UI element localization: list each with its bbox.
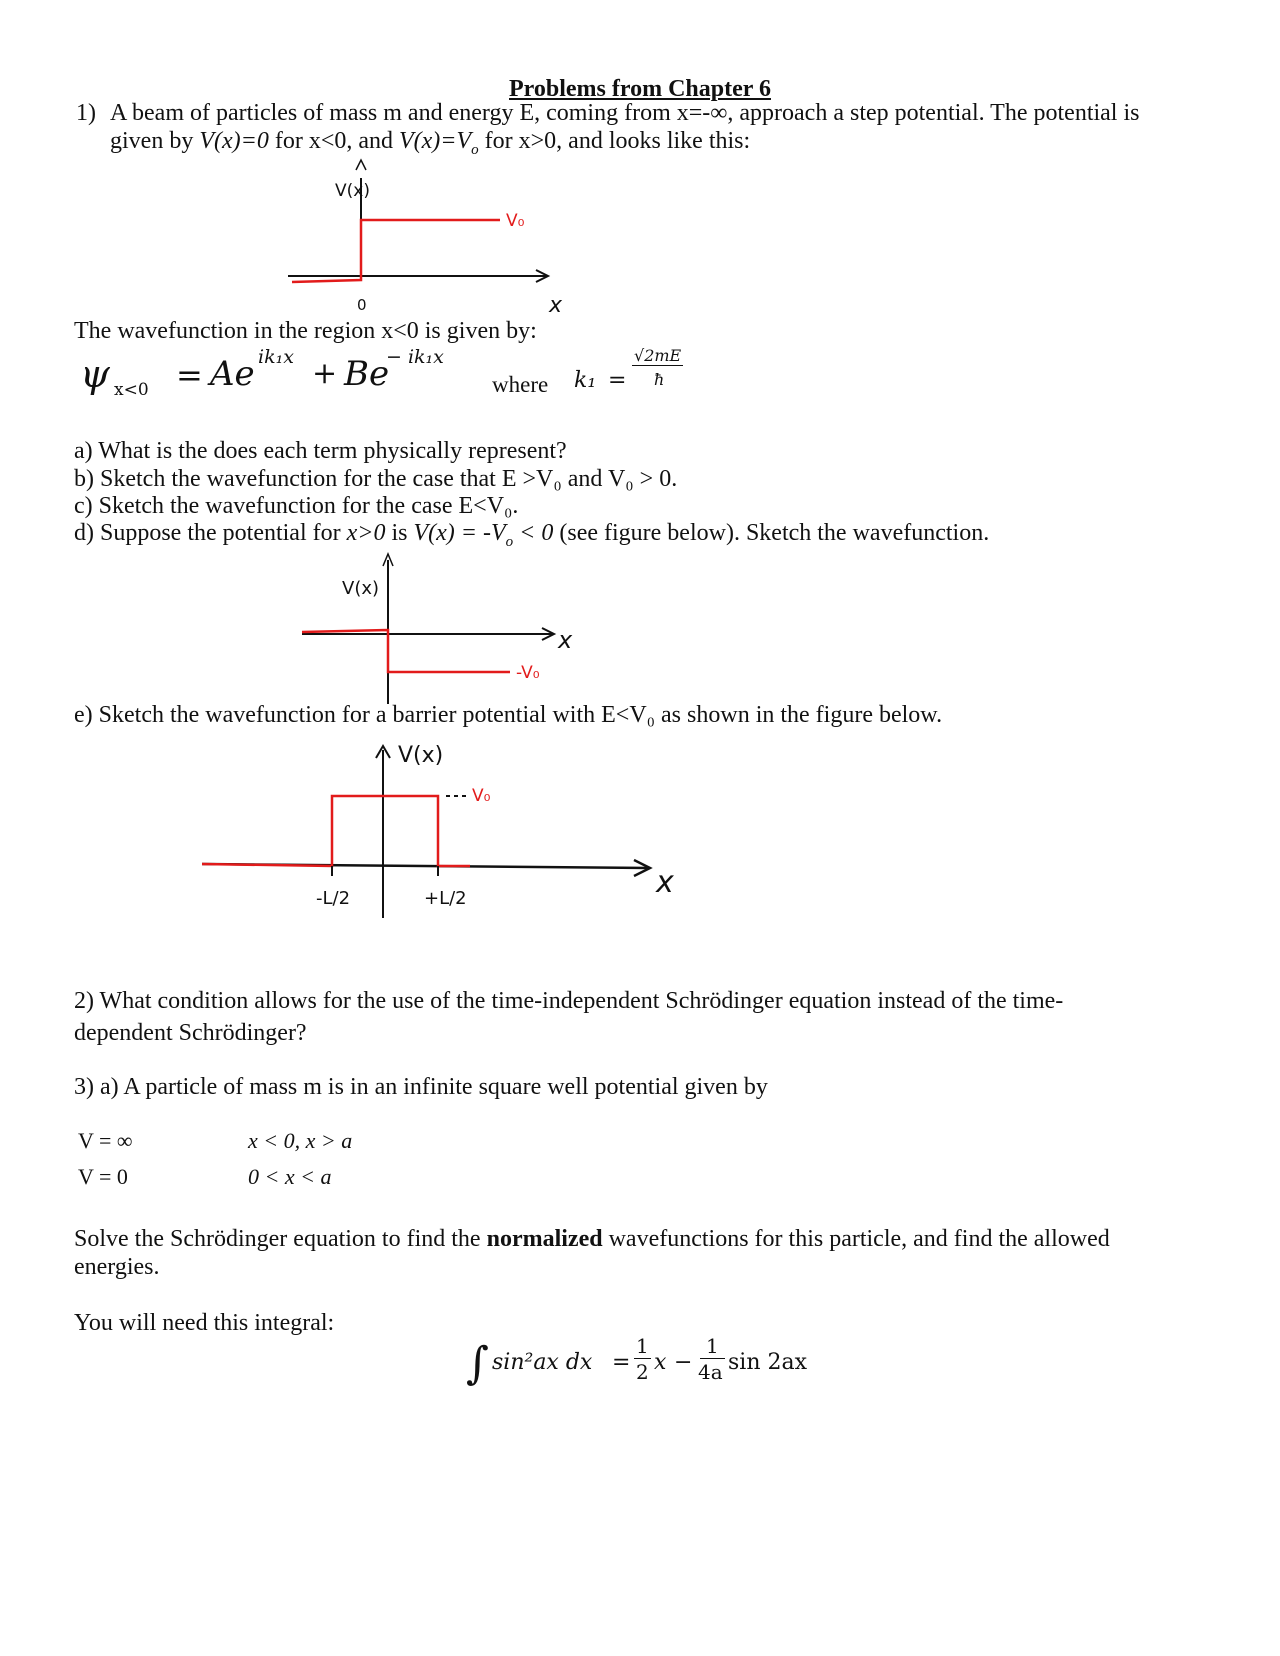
solve-instruction-line-2: energies.	[74, 1254, 160, 1280]
equals-sign: =	[176, 356, 203, 394]
half-numerator: 1	[636, 1334, 649, 1358]
integral-equals: =	[612, 1350, 631, 1375]
sine-tail: sin 2ax	[728, 1350, 808, 1375]
problem-1-line-1: A beam of particles of mass m and energy E, coming from x=-∞, approach a step potential. The potential is	[110, 100, 1140, 126]
problem-2-line-1: 2) What condition allows for the use of the time-independent Schrödinger equation instead of the time-	[74, 988, 1064, 1014]
problem-1-line-2: given by V(x)=0 for x<0, and $V(x)=V_o$ for x>0, and looks like this:	[110, 128, 751, 158]
k1-denominator: ħ	[654, 370, 665, 389]
fig3-right-label: +L/2	[424, 888, 467, 909]
potential-row-2-condition: 0 < x < a	[248, 1164, 332, 1189]
potential-row-1-condition: x < 0, x > a	[248, 1128, 353, 1153]
fig2-level-label: -V₀	[516, 663, 540, 683]
question-1c: c) Sketch the wavefunction for the case E<V₀.	[74, 493, 519, 519]
fig1-origin-label: 0	[357, 296, 367, 314]
problem-2-line-2: dependent Schrödinger?	[74, 1020, 307, 1046]
fig3-ylabel: V(x)	[398, 743, 444, 768]
page-title: Problems from Chapter 6	[509, 76, 771, 102]
problem-1-number: 1)	[76, 100, 96, 126]
a-exponent: ik₁x	[258, 346, 294, 368]
question-1a: a) What is the does each term physically represent?	[74, 438, 567, 464]
integral-sign: ∫	[466, 1338, 489, 1389]
fig1-level-label: V₀	[506, 211, 525, 231]
fig1-ylabel: V(x)	[335, 181, 370, 201]
psi-subscript: x<0	[114, 380, 149, 400]
k1-numerator: √2mE	[634, 346, 682, 365]
wavefunction-intro: The wavefunction in the region x<0 is given by:	[74, 318, 537, 344]
k1-equals: =	[608, 368, 627, 393]
fig3-left-label: -L/2	[316, 888, 351, 909]
x-term: x	[654, 1350, 667, 1375]
integrand: sin²ax dx	[492, 1350, 593, 1375]
k1-symbol: k₁	[574, 368, 597, 393]
b-exponent: − ik₁x	[386, 346, 444, 368]
quarter-denominator: 4a	[698, 1360, 723, 1384]
fig2-ylabel: V(x)	[342, 578, 380, 599]
minus-sign: −	[674, 1350, 693, 1375]
b-term: Be	[344, 354, 390, 394]
fig3-xlabel: x	[656, 865, 674, 900]
integral-intro: You will need this integral:	[74, 1310, 335, 1336]
psi-symbol: ψ	[80, 352, 110, 396]
half-denominator: 2	[636, 1360, 649, 1384]
a-term: Ae	[210, 354, 255, 394]
problem-3-line-1: 3) a) A particle of mass m is in an infinite square well potential given by	[74, 1074, 768, 1100]
solve-instruction-line-1: Solve the Schrödinger equation to find the normalized wavefunctions for this particle, and find the allowed	[74, 1226, 1110, 1252]
plus-sign: +	[312, 356, 338, 391]
potential-row-1-value: V = ∞	[78, 1128, 133, 1153]
fig3-level-label: V₀	[472, 786, 491, 806]
quarter-numerator: 1	[700, 1334, 725, 1359]
fig3-potential-curve	[202, 796, 470, 866]
question-1d: d) Suppose the potential for x>0 is $V(x) = -V_o < 0$ (see figure below). Sketch the wavefunction.	[74, 520, 990, 550]
question-1b: b) Sketch the wavefunction for the case that E >V₀ and V₀ > 0.	[74, 466, 678, 492]
question-1e: e) Sketch the wavefunction for a barrier potential with E<V₀ as shown in the figure below.	[74, 702, 943, 728]
integral-formula	[466, 1334, 826, 1414]
where-label: where	[492, 372, 549, 397]
fig2-xlabel: x	[558, 626, 573, 654]
potential-row-2-value: V = 0	[78, 1164, 128, 1189]
fig1-xlabel: x	[549, 293, 563, 318]
